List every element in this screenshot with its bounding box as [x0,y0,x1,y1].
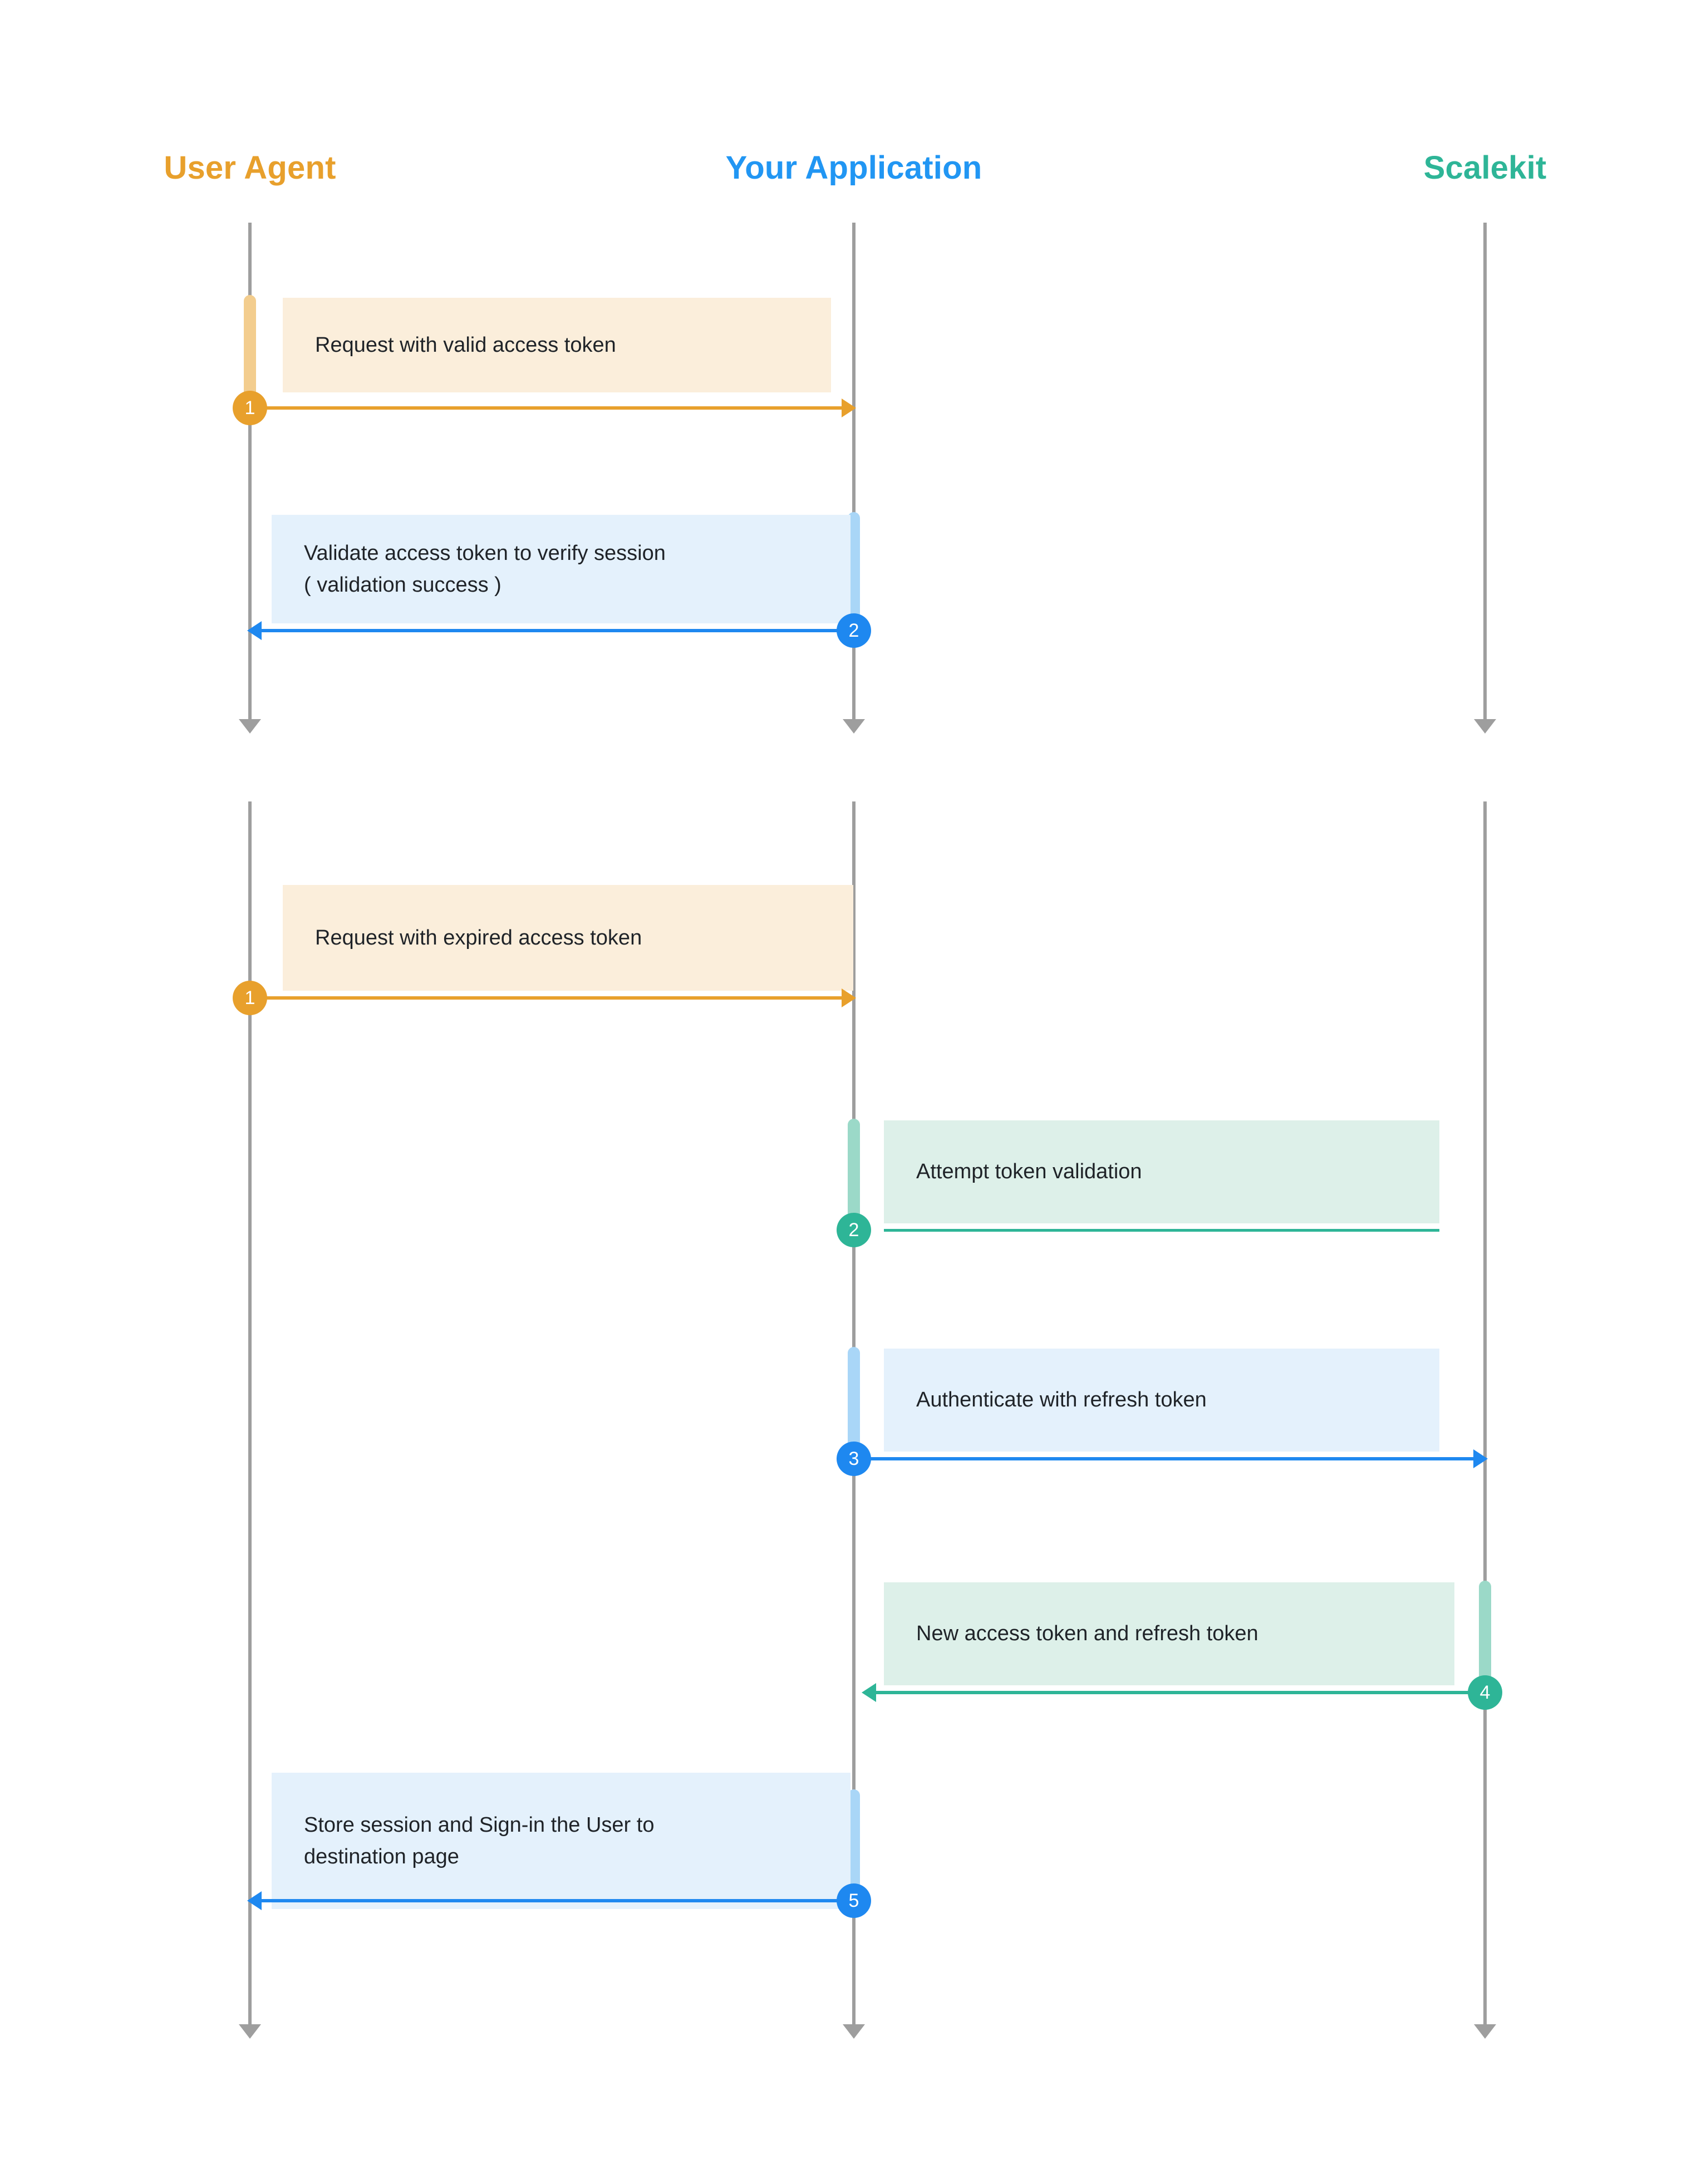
message-label-validate-access-token-line2: ( validation success ) [304,573,502,597]
lifeline-arrow-your-application-section1 [843,719,865,734]
arrow-head-new-access-token [862,1683,876,1702]
arrow-head-authenticate-refresh-token [1473,1449,1488,1468]
activation-user-agent-1 [244,295,256,406]
message-box-store-session [272,1773,850,1909]
step-badge-2: 2 [837,613,871,648]
message-label-validate-access-token-line1: Validate access token to verify session [304,541,666,565]
message-label-store-session-line2: destination page [304,1844,459,1868]
step-badge-3: 1 [233,981,267,1015]
lifeline-arrow-user-agent-section1 [239,719,261,734]
lifeline-arrow-scalekit-section1 [1474,719,1496,734]
message-label-request-expired-token: Request with expired access token [315,926,642,950]
message-label-attempt-token-validation: Attempt token validation [916,1160,1142,1183]
arrow-new-access-token [875,1691,1485,1694]
lifeline-arrow-user-agent-section2 [239,2024,261,2039]
arrow-head-validate-access-token [247,621,262,640]
step-badge-4: 2 [837,1213,871,1247]
arrow-request-expired-token [250,996,843,1000]
arrow-head-store-session [247,1891,262,1910]
arrow-attempt-token-validation [884,1229,1439,1232]
step-badge-1: 1 [233,391,267,425]
lane-title-user-agent: User Agent [164,150,336,186]
arrow-validate-access-token [260,629,854,632]
lifeline-scalekit-section2 [1483,801,1487,2026]
arrow-head-request-expired-token [842,988,856,1007]
arrow-head-request-valid-token [842,399,856,417]
message-box-authenticate-refresh-token [884,1349,1439,1452]
lane-title-scalekit: Scalekit [1423,150,1547,186]
step-badge-6: 4 [1468,1675,1502,1710]
message-label-authenticate-refresh-token: Authenticate with refresh token [916,1388,1207,1411]
arrow-store-session [260,1899,854,1902]
lifeline-scalekit-section1 [1483,223,1487,721]
lifeline-arrow-scalekit-section2 [1474,2024,1496,2039]
lane-title-your-application: Your Application [725,150,982,186]
message-label-request-valid-token: Request with valid access token [315,333,616,357]
message-box-new-access-token [884,1582,1454,1685]
message-box-request-expired-token [283,885,853,991]
message-box-validate-access-token [272,515,850,623]
message-label-new-access-token: New access token and refresh token [916,1622,1258,1645]
message-box-request-valid-token [283,298,831,392]
message-label-store-session-line1: Store session and Sign-in the User to [304,1813,655,1837]
step-badge-5: 3 [837,1442,871,1476]
message-box-attempt-token-validation [884,1120,1439,1223]
arrow-request-valid-token [250,406,843,410]
lifeline-arrow-your-application-section2 [843,2024,865,2039]
arrow-authenticate-refresh-token [854,1457,1474,1460]
step-badge-7: 5 [837,1883,871,1918]
